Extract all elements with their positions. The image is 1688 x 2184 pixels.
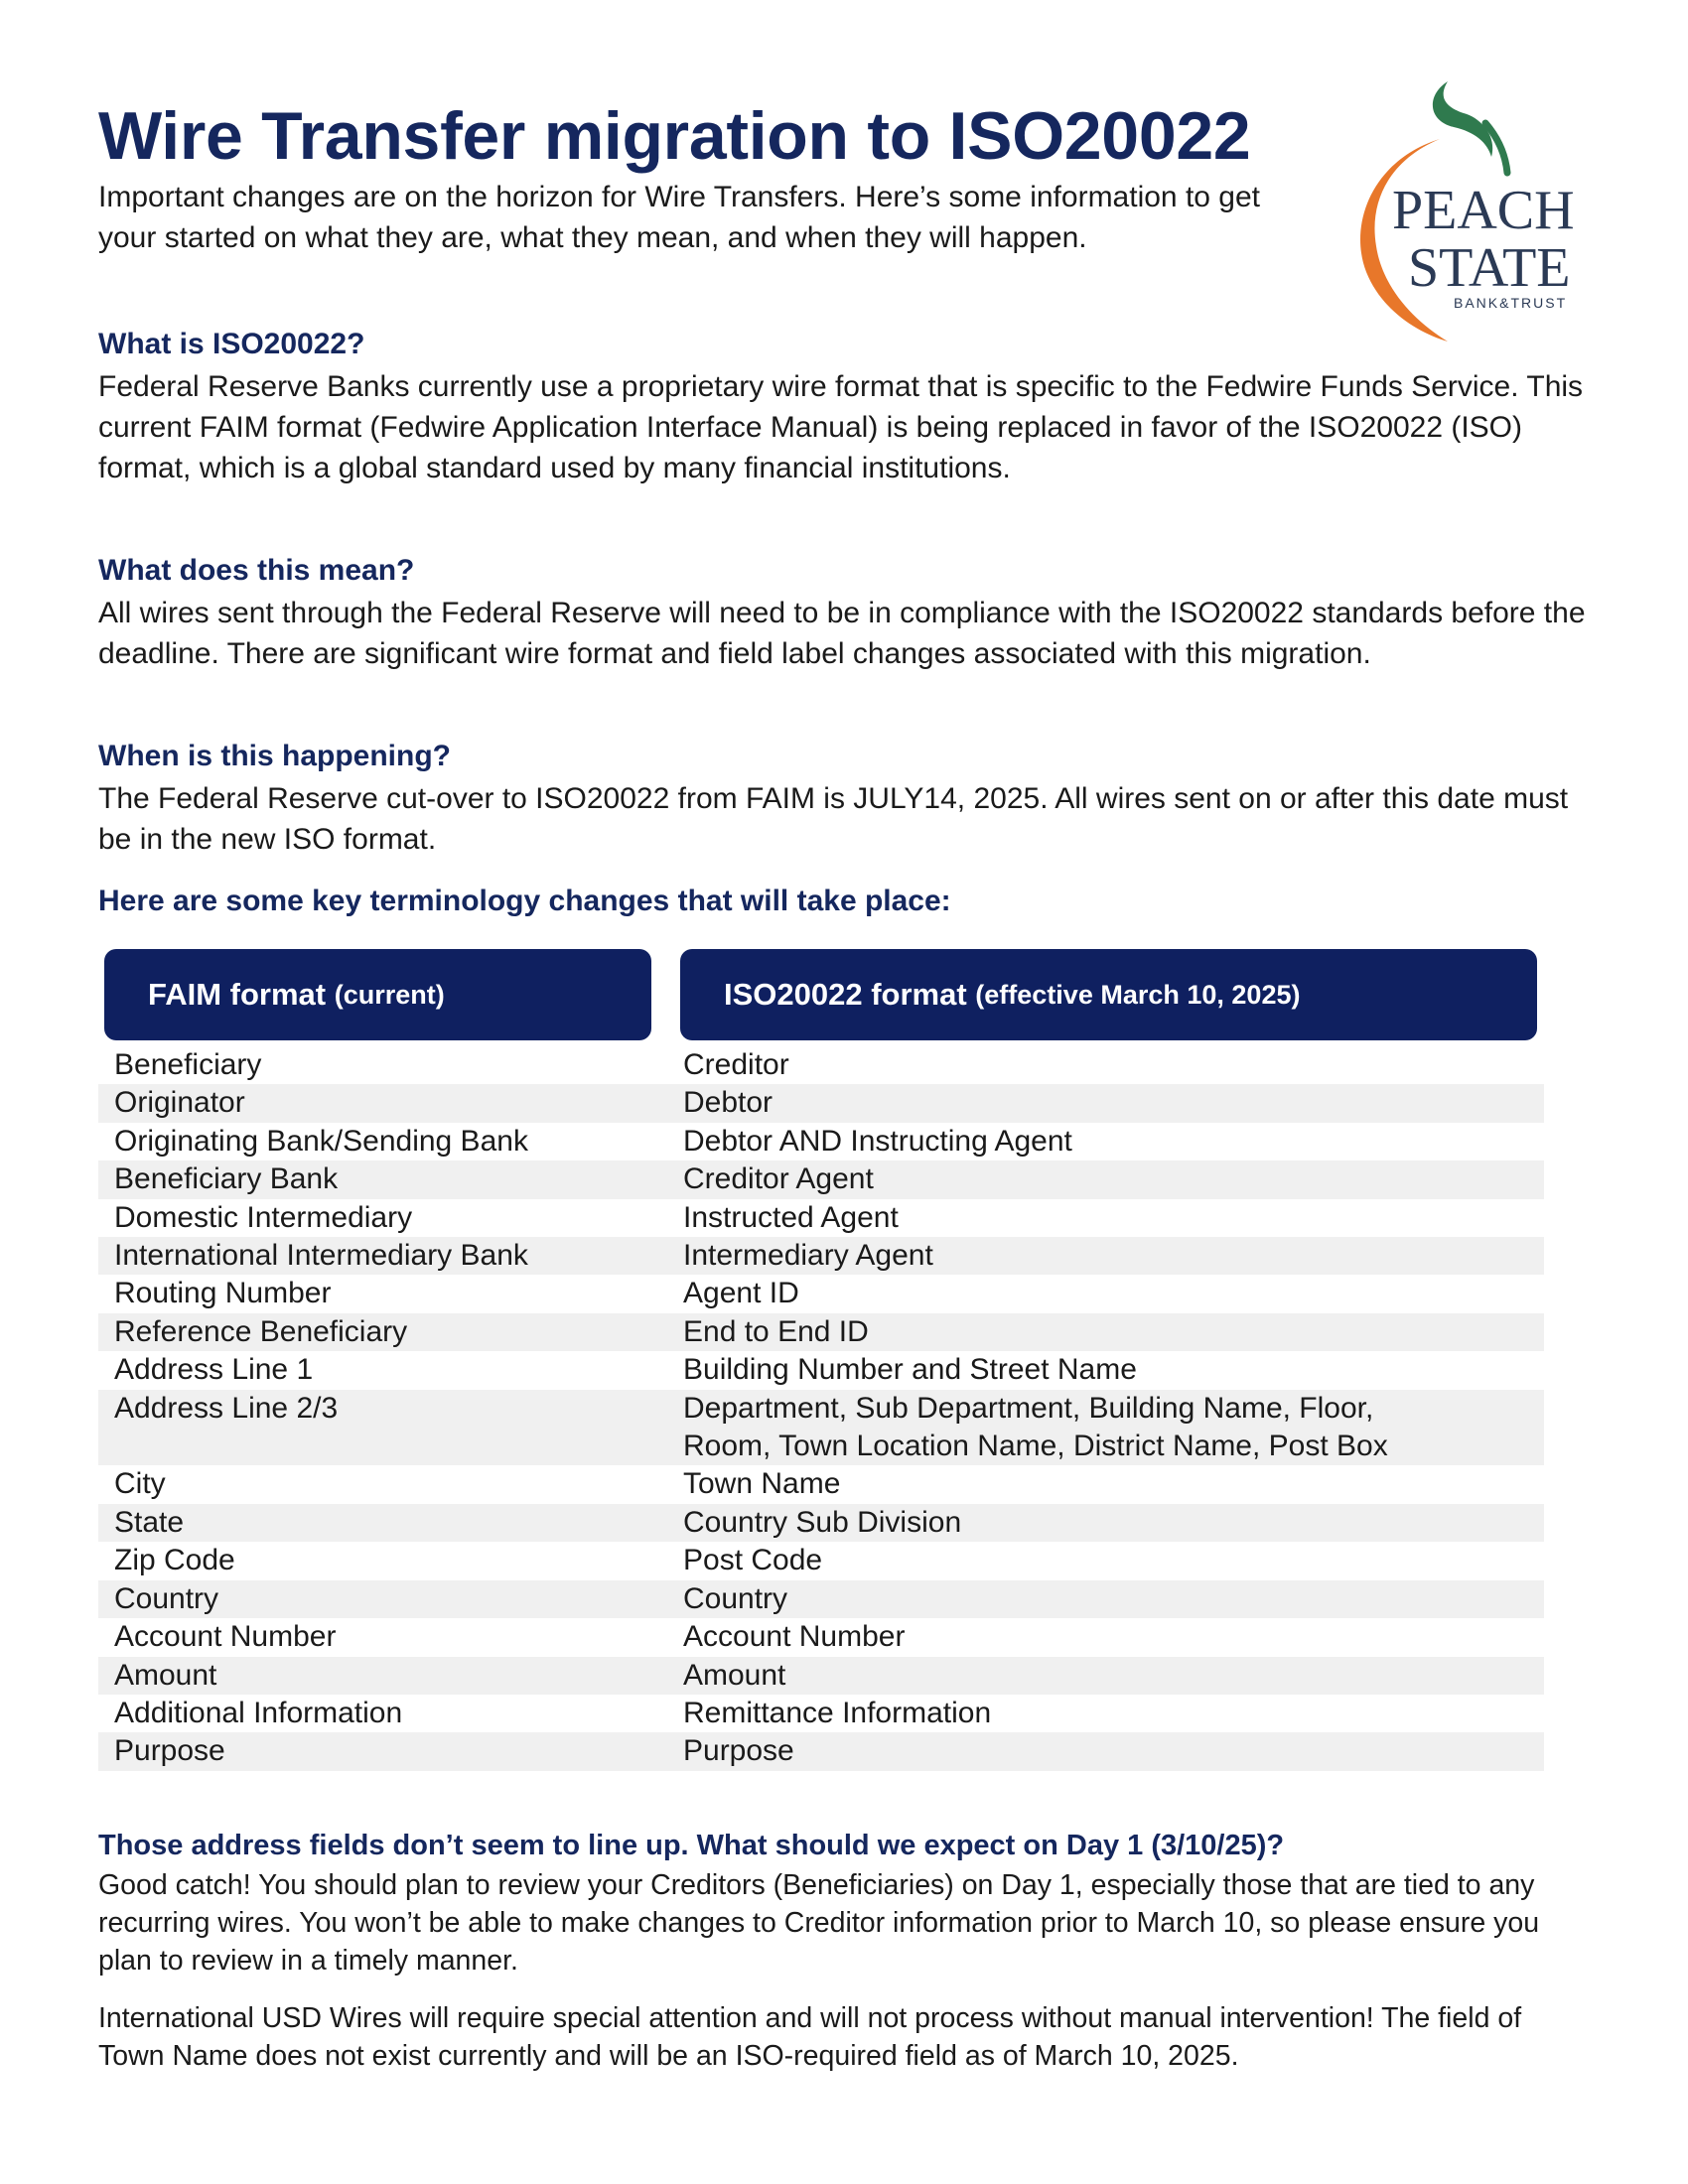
iso-term-cell: Post Code bbox=[683, 1544, 823, 1577]
iso-term-cell: Building Number and Street Name bbox=[683, 1353, 1137, 1387]
intro-paragraph: Important changes are on the horizon for Wire Transfers. Here’s some information to get your started on what they are, what they mean, and when they will happen. bbox=[98, 181, 1260, 254]
iso-term-cell: End to End ID bbox=[683, 1314, 869, 1348]
table-row bbox=[98, 1313, 1544, 1351]
logo-text-state: STATE bbox=[1408, 237, 1571, 299]
table-row bbox=[98, 1084, 1544, 1122]
iso-column-header bbox=[680, 949, 1537, 1040]
table-row bbox=[98, 1465, 1544, 1503]
faim-term-cell: Amount bbox=[114, 1658, 217, 1692]
section-body-what-means: All wires sent through the Federal Reserve will need to be in compliance with the ISO20022 standards before the deadline. There are significant wire format and field label changes associated with this migration. bbox=[98, 597, 1586, 670]
iso-term-cell: Debtor AND Instructing Agent bbox=[683, 1124, 1072, 1158]
table-row bbox=[98, 1580, 1544, 1618]
peach-state-logo bbox=[1331, 77, 1609, 345]
faim-term-cell: International Intermediary Bank bbox=[114, 1239, 528, 1273]
table-row bbox=[98, 1542, 1544, 1579]
faim-term-cell: Account Number bbox=[114, 1620, 337, 1654]
faim-term-cell: Originator bbox=[114, 1086, 245, 1120]
faim-term-cell: Address Line 2/3 bbox=[114, 1391, 339, 1425]
faim-header-title: FAIM format bbox=[148, 977, 327, 1012]
page-title: Wire Transfer migration to ISO20022 bbox=[98, 98, 1251, 174]
table-row bbox=[98, 1657, 1544, 1695]
table-row bbox=[98, 1732, 1544, 1770]
table-row bbox=[98, 1199, 1544, 1237]
faim-term-cell: Beneficiary bbox=[114, 1048, 262, 1081]
iso-term-cell: Town Name bbox=[683, 1467, 841, 1501]
iso-term-cell: Country bbox=[683, 1581, 788, 1615]
iso-term-cell: Remittance Information bbox=[683, 1696, 992, 1729]
footer-paragraph-2: International USD Wires will require special attention and will not process without manual intervention! The field of Town Name does not exist currently and will be an ISO-required field as of March 10, 2025. bbox=[98, 2002, 1522, 2072]
faim-header-sub: (current) bbox=[334, 979, 445, 1010]
iso-term-cell: Account Number bbox=[683, 1620, 906, 1654]
faim-column-header bbox=[104, 949, 651, 1040]
iso-term-cell: Intermediary Agent bbox=[683, 1239, 933, 1273]
iso-header-sub: (effective March 10, 2025) bbox=[975, 979, 1301, 1010]
footer-heading: Those address fields don’t seem to line up. What should we expect on Day 1 (3/10/25)? bbox=[98, 1830, 1285, 1861]
faim-term-cell: City bbox=[114, 1467, 166, 1501]
table-row bbox=[98, 1275, 1544, 1312]
terminology-table bbox=[98, 1046, 1544, 1771]
faim-term-cell: Country bbox=[114, 1581, 219, 1615]
iso-term-cell: Purpose bbox=[683, 1734, 794, 1768]
faim-term-cell: Beneficiary Bank bbox=[114, 1162, 339, 1196]
section-heading-when: When is this happening? bbox=[98, 740, 451, 772]
faim-term-cell: State bbox=[114, 1505, 185, 1539]
faim-term-cell: Address Line 1 bbox=[114, 1353, 314, 1387]
table-row bbox=[98, 1618, 1544, 1656]
iso-term-cell: Creditor Agent bbox=[683, 1162, 874, 1196]
iso-term-cell: Debtor bbox=[683, 1086, 774, 1120]
faim-term-cell: Zip Code bbox=[114, 1544, 235, 1577]
section-body-when: The Federal Reserve cut-over to ISO20022 from FAIM is JULY14, 2025. All wires sent on or after this date must be in the new ISO format. bbox=[98, 782, 1569, 856]
section-body-what-is: Federal Reserve Banks currently use a proprietary wire format that is specific to the Fedwire Funds Service. This current FAIM format (Fedwire Application Interface Manual) is being replaced in favor of the ISO20022 (ISO) format, which is a global standard used by many financial institutions. bbox=[98, 370, 1584, 484]
iso-term-cell: Instructed Agent bbox=[683, 1200, 899, 1234]
iso-term-cell: Creditor bbox=[683, 1048, 789, 1081]
iso-term-cell: Amount bbox=[683, 1658, 786, 1692]
footer-paragraph-1: Good catch! You should plan to review your Creditors (Beneficiaries) on Day 1, especially those that are tied to any recurring wires. You won’t be able to make changes to Creditor information prior to March 10, so please ensure you plan to review in a timely manner. bbox=[98, 1869, 1540, 1977]
faim-term-cell: Domestic Intermediary bbox=[114, 1200, 413, 1234]
faim-term-cell: Routing Number bbox=[114, 1277, 332, 1310]
table-row bbox=[98, 1695, 1544, 1732]
table-row bbox=[98, 1046, 1544, 1084]
table-intro-heading: Here are some key terminology changes that will take place: bbox=[98, 885, 951, 917]
logo-text-peach: PEACH bbox=[1392, 180, 1575, 241]
leaf-icon bbox=[1433, 81, 1492, 157]
iso-term-cell: Country Sub Division bbox=[683, 1505, 962, 1539]
iso-term-cell: Agent ID bbox=[683, 1277, 799, 1310]
faim-term-cell: Reference Beneficiary bbox=[114, 1314, 408, 1348]
table-row bbox=[98, 1390, 1544, 1466]
iso-header-title: ISO20022 format bbox=[724, 977, 967, 1012]
faim-term-cell: Purpose bbox=[114, 1734, 225, 1768]
section-heading-what-means: What does this mean? bbox=[98, 554, 415, 587]
table-row bbox=[98, 1504, 1544, 1542]
iso-term-cell: Department, Sub Department, Building Name, Floor, Room, Town Location Name, District Name, Post Box bbox=[683, 1391, 1388, 1463]
logo-text-bank-trust: BANK&TRUST bbox=[1454, 295, 1568, 311]
faim-term-cell: Additional Information bbox=[114, 1696, 403, 1729]
table-row bbox=[98, 1123, 1544, 1160]
faim-term-cell: Originating Bank/Sending Bank bbox=[114, 1124, 528, 1158]
table-row bbox=[98, 1237, 1544, 1275]
section-heading-what-is: What is ISO20022? bbox=[98, 328, 365, 360]
table-row bbox=[98, 1351, 1544, 1389]
table-row bbox=[98, 1160, 1544, 1198]
